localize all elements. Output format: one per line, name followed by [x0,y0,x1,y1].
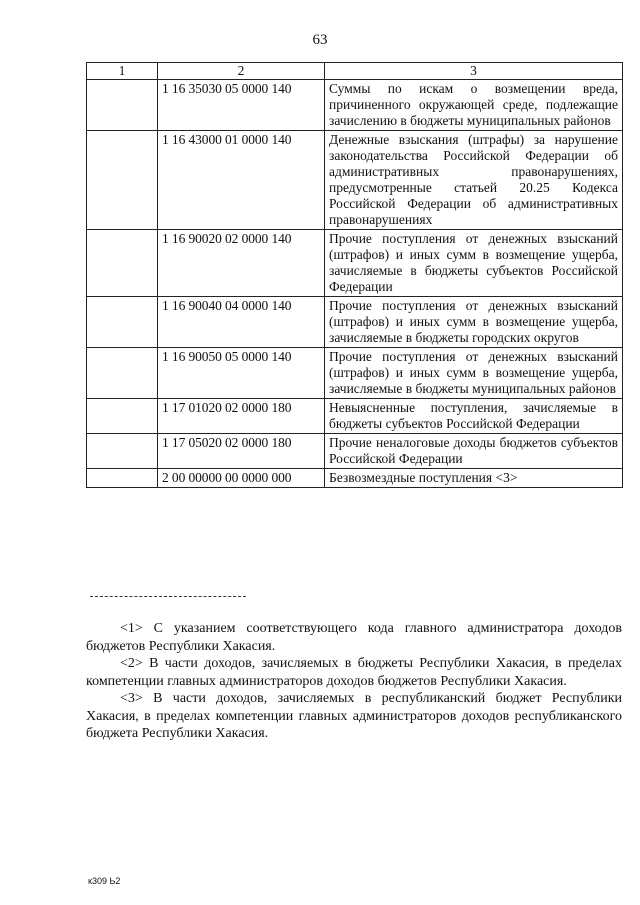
description-cell: Прочие поступления от денежных взысканий (штрафов) и иных сумм в возмещение ущерба, зачисляемые в бюджеты субъектов Российской Федерации [325,230,623,297]
admin-code-cell [87,399,158,434]
revenue-codes-table [86,62,623,488]
description-cell: Суммы по искам о возмещении вреда, причиненного окружающей среде, подлежащие зачислению в бюджеты муниципальных районов [325,80,623,131]
footnotes [86,620,622,743]
description-cell: Прочие неналоговые доходы бюджетов субъектов Российской Федерации [325,434,623,469]
budget-code-cell: 1 17 05020 02 0000 180 [158,434,325,469]
header-col-3: 3 [325,63,623,80]
table-header-row [87,63,623,80]
admin-code-cell [87,434,158,469]
table-row [87,230,623,297]
budget-code-cell: 1 16 35030 05 0000 140 [158,80,325,131]
description-cell: Денежные взыскания (штрафы) за нарушение законодательства Российской Федерации об административных правонарушениях, предусмотренные статьей 20.25 Кодекса Российской Федерации об административных правонарушениях [325,131,623,230]
description-cell: Прочие поступления от денежных взысканий (штрафов) и иных сумм в возмещение ущерба, зачисляемые в бюджеты муниципальных районов [325,348,623,399]
description-cell: Безвозмездные поступления <3> [325,469,623,488]
budget-code-cell: 1 16 43000 01 0000 140 [158,131,325,230]
budget-code-cell: 2 00 00000 00 0000 000 [158,469,325,488]
table-row [87,469,623,488]
page-number: 63 [312,32,328,48]
footnote-separator [90,596,246,597]
budget-code-cell: 1 16 90040 04 0000 140 [158,297,325,348]
description-cell: Прочие поступления от денежных взысканий (штрафов) и иных сумм в возмещение ущерба, зачисляемые в бюджеты городских округов [325,297,623,348]
budget-code-cell: 1 16 90020 02 0000 140 [158,230,325,297]
footnote-1: <1> С указанием соответствующего кода главного администратора доходов бюджетов Республики Хакасия. [86,621,622,654]
admin-code-cell [87,297,158,348]
admin-code-cell [87,131,158,230]
table-row [87,434,623,469]
budget-code-cell: 1 16 90050 05 0000 140 [158,348,325,399]
footnote-3: <3> В части доходов, зачисляемых в республиканский бюджет Республики Хакасия, в пределах компетенции главных администраторов доходов республиканского бюджета Республики Хакасия. [86,691,622,741]
admin-code-cell [87,469,158,488]
footnote-2: <2> В части доходов, зачисляемых в бюджеты Республики Хакасия, в пределах компетенции главных администраторов доходов бюджетов Республики Хакасия. [86,656,622,689]
header-col-1: 1 [87,63,158,80]
header-col-2: 2 [158,63,325,80]
admin-code-cell [87,348,158,399]
table-row [87,348,623,399]
table-row [87,297,623,348]
table-row [87,80,623,131]
table-row [87,399,623,434]
document-code: к309 Ь2 [88,876,121,886]
admin-code-cell [87,230,158,297]
budget-code-cell: 1 17 01020 02 0000 180 [158,399,325,434]
admin-code-cell [87,80,158,131]
table-row [87,131,623,230]
description-cell: Невыясненные поступления, зачисляемые в бюджеты субъектов Российской Федерации [325,399,623,434]
